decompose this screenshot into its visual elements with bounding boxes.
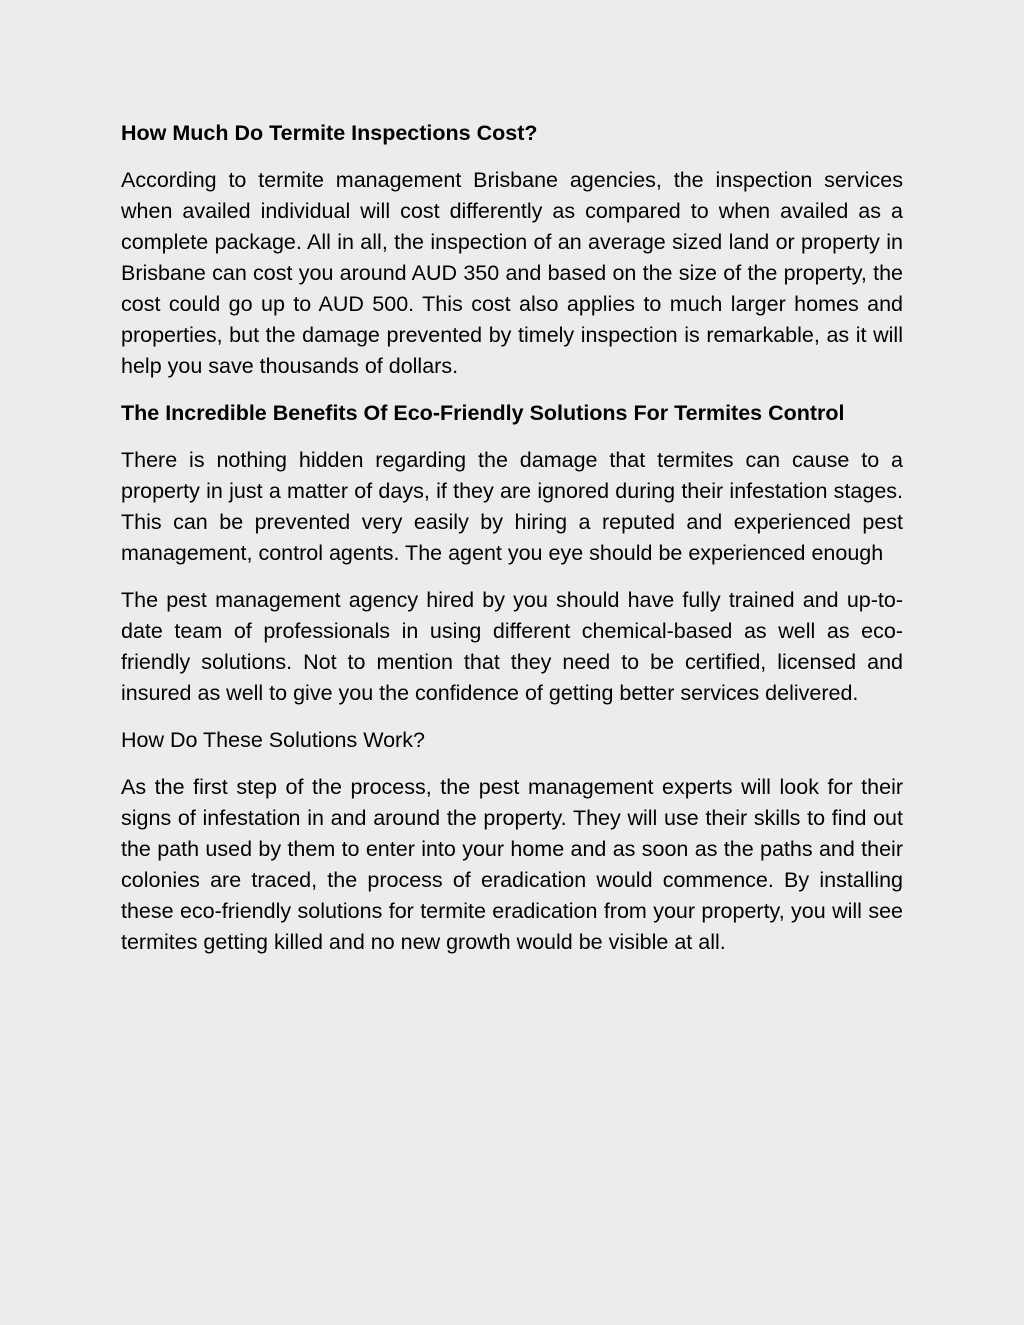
section-heading-how-solutions-work: How Do These Solutions Work? [121,728,425,752]
paragraph-pest-agency: The pest management agency hired by you should have fully trained and up-to-date team of professionals in using different chemical-based as well as eco-friendly solutions. Not to mention that they need to be certified, licensed and insured as well to give you the confidence of getting better services delivered. [121,588,903,705]
section-heading-eco-friendly-benefits: The Incredible Benefits Of Eco-Friendly Solutions For Termites Control [121,401,845,425]
paragraph-termite-damage: There is nothing hidden regarding the damage that termites can cause to a property in just a matter of days, if they are ignored during their infestation stages. This can be prevented very easily by hiring a reputed and experienced pest management, control agents. The agent you eye should be experienced enough [121,448,903,565]
paragraph-process: As the first step of the process, the pest management experts will look for their signs of infestation in and around the property. They will use their skills to find out the path used by them to enter into your home and as soon as the paths and their colonies are traced, the process of eradication would commence. By installing these eco-friendly solutions for termite eradication from your property, you will see termites getting killed and no new growth would be visible at all. [121,775,903,954]
paragraph-inspection-cost: According to termite management Brisbane agencies, the inspection services when availed individual will cost differently as compared to when availed as a complete package. All in all, the inspection of an average sized land or property in Brisbane can cost you around AUD 350 and based on the size of the property, the cost could go up to AUD 500. This cost also applies to much larger homes and properties, but the damage prevented by timely inspection is remarkable, as it will help you save thousands of dollars. [121,168,903,378]
section-heading-inspection-cost: How Much Do Termite Inspections Cost? [121,121,538,145]
